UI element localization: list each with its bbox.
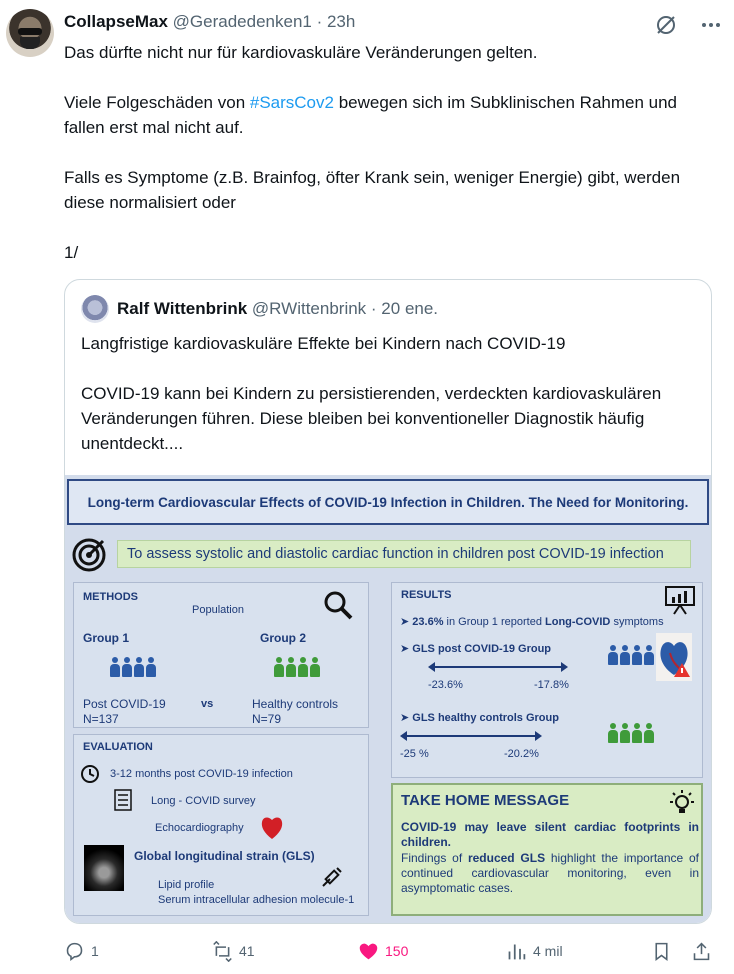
- quoted-paragraph-2: COVID-19 kann bei Kindern zu persistierenden, verdeckten kardiovaskulären Veränderungen führen. Diese bleiben bei konventioneller Diagnostik häufig unentdeckt....: [81, 384, 662, 453]
- share-icon: [691, 941, 712, 962]
- versus-label: vs: [201, 698, 214, 710]
- clock-icon: [80, 764, 100, 784]
- take-home-detail: Findings of reduced GLS highlight the importance of continued cardiovascular monitoring, even in asymptomatic cases.: [401, 851, 699, 895]
- share-button[interactable]: [691, 938, 712, 964]
- hashtag-link[interactable]: #SarsCov2: [249, 93, 334, 112]
- evaluation-label: EVALUATION: [83, 741, 153, 753]
- tweet-header: [64, 12, 355, 32]
- tweet-paragraph-1: Das dürfte nicht nur für kardiovaskuläre Veränderungen gelten.: [64, 43, 538, 62]
- views-chart-icon: [506, 941, 527, 962]
- covid-group-people-icon: [608, 645, 654, 665]
- lightbulb-icon: [669, 789, 695, 815]
- quoted-header: [117, 299, 438, 319]
- more-options-icon[interactable]: [698, 14, 724, 36]
- long-covid-survey: Long - COVID survey: [151, 795, 256, 807]
- target-icon: [71, 537, 107, 573]
- quoted-author-avatar[interactable]: [81, 295, 109, 323]
- quoted-author-handle[interactable]: @RWittenbrink: [251, 299, 367, 318]
- repost-icon: [212, 941, 233, 962]
- result-2: ➤ GLS post COVID-19 Group: [400, 643, 552, 655]
- evaluation-box: [73, 734, 369, 916]
- like-button[interactable]: [358, 938, 408, 964]
- tweet-text: [64, 40, 714, 290]
- author-handle[interactable]: @Geradedenken1: [172, 12, 312, 31]
- survey-icon: [114, 789, 132, 811]
- group1-label: Group 1: [83, 631, 130, 645]
- group1-people-icon: [110, 657, 156, 677]
- search-icon: [322, 589, 354, 621]
- bookmark-icon: [651, 941, 672, 962]
- quoted-text: [81, 331, 701, 481]
- gls-controls-range-arrow: [400, 731, 542, 741]
- gls-controls-left-value: -25 %: [400, 748, 429, 760]
- echocardiography: Echocardiography: [155, 822, 244, 834]
- poster-title: Long-term Cardiovascular Effects of COVID-19 Infection in Children. The Need for Monitoring.: [67, 479, 709, 525]
- views-button[interactable]: [506, 938, 563, 964]
- reply-count: 1: [91, 943, 99, 959]
- tweet-time[interactable]: · 23h: [316, 12, 356, 31]
- views-count: 4 mil: [533, 943, 563, 959]
- reply-button[interactable]: [64, 938, 99, 964]
- repost-count: 41: [239, 943, 255, 959]
- take-home-key-message: COVID-19 may leave silent cardiac footprints in children.: [401, 820, 699, 849]
- action-bar: [0, 938, 734, 964]
- tweet-paragraph-4: 1/: [64, 243, 79, 262]
- quoted-time[interactable]: · 20 ene.: [370, 299, 439, 318]
- serum-icam: Serum intracellular adhesion molecule-1: [158, 894, 355, 906]
- echo-image: [84, 845, 124, 891]
- take-home-title: TAKE HOME MESSAGE: [401, 792, 570, 809]
- quoted-paragraph-1: Langfristige kardiovaskuläre Effekte bei Kindern nach COVID-19: [81, 334, 566, 353]
- evaluation-timing: 3-12 months post COVID-19 infection: [110, 768, 293, 780]
- results-label: RESULTS: [401, 589, 452, 601]
- presentation-chart-icon: [664, 585, 696, 615]
- controls-group-people-icon: [608, 723, 654, 743]
- group2-n: N=79: [252, 712, 282, 726]
- gls-method: Global longitudinal strain (GLS): [134, 849, 315, 863]
- quoted-media-infographic[interactable]: [65, 475, 711, 924]
- result-3: ➤ GLS healthy controls Group: [400, 712, 559, 724]
- methods-box: [73, 582, 369, 728]
- tweet-paragraph-2: Viele Folgeschäden von #SarsCov2 bewegen sich im Subklinischen Rahmen und fallen erst mal nicht auf.: [64, 93, 678, 137]
- grok-icon[interactable]: [653, 12, 679, 38]
- gls-covid-left-value: -23.6%: [428, 679, 463, 691]
- group2-description: Healthy controls: [252, 697, 339, 711]
- gls-controls-right-value: -20.2%: [504, 748, 539, 760]
- heart-warning-icon: [656, 633, 692, 681]
- heart-organ-icon: [260, 814, 284, 840]
- group2-people-icon: [274, 657, 320, 677]
- gls-covid-right-value: -17.8%: [534, 679, 569, 691]
- tweet-paragraph-3: Falls es Symptome (z.B. Brainfog, öfter Krank sein, weniger Energie) gibt, werden diese normalisiert oder: [64, 168, 681, 212]
- quoted-author-name[interactable]: Ralf Wittenbrink: [117, 299, 248, 318]
- quoted-tweet[interactable]: [64, 279, 712, 924]
- results-box: [391, 582, 703, 778]
- reply-icon: [64, 941, 85, 962]
- take-home-box: [391, 783, 703, 916]
- poster-aim: To assess systolic and diastolic cardiac function in children post COVID-19 infection: [117, 540, 691, 568]
- methods-label: METHODS: [83, 591, 138, 603]
- like-count: 150: [385, 943, 409, 959]
- group1-n: N=137: [83, 712, 119, 726]
- author-name[interactable]: CollapseMax: [64, 12, 168, 31]
- population-label: Population: [192, 604, 244, 616]
- group2-label: Group 2: [260, 631, 307, 645]
- gls-covid-range-arrow: [428, 662, 568, 672]
- result-1: ➤ 23.6% in Group 1 reported Long-COVID symptoms: [400, 616, 664, 628]
- lipid-profile: Lipid profile: [158, 879, 215, 891]
- group1-description: Post COVID-19: [83, 697, 166, 711]
- syringe-icon: [320, 865, 344, 889]
- bookmark-button[interactable]: [651, 938, 672, 964]
- heart-filled-icon: [358, 941, 379, 962]
- repost-button[interactable]: [212, 938, 255, 964]
- author-avatar[interactable]: [6, 9, 54, 57]
